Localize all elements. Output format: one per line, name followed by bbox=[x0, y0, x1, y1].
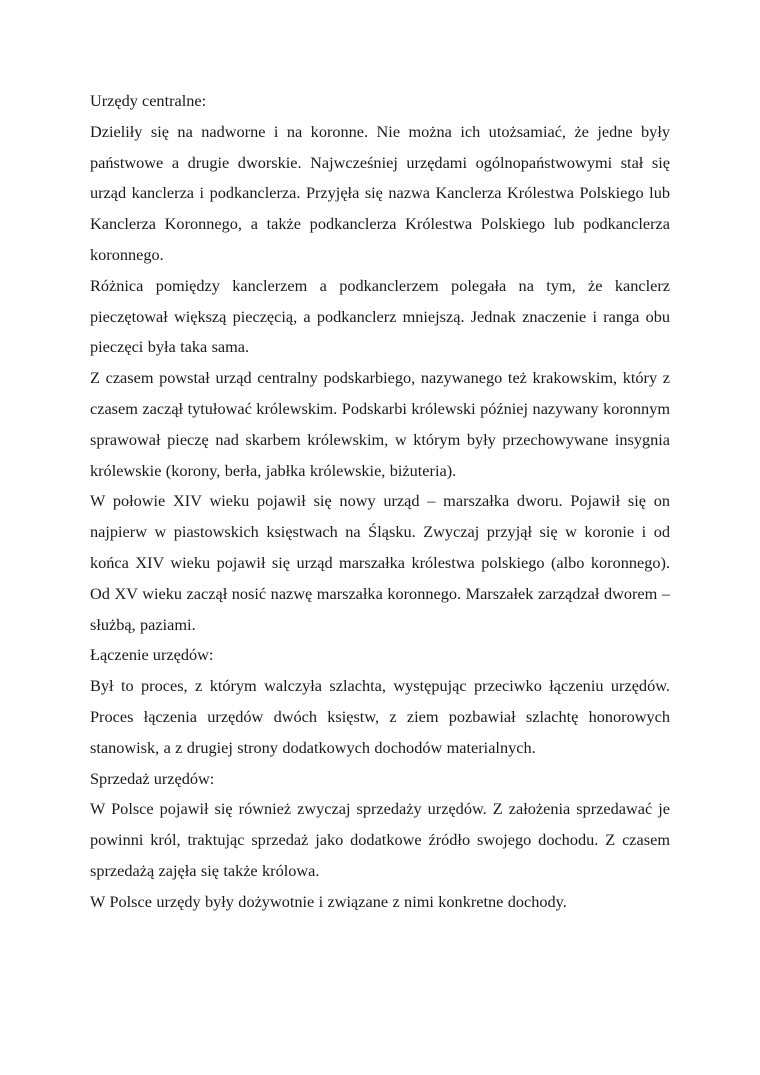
paragraph: Dzieliły się na nadworne i na koronne. Nie można ich utożsamiać, że jedne były państwowe a drugie dworskie. Najwcześniej urzędami ogólnopaństwowymi stał się urząd kanclerza i podkanclerza. Przyjęła się nazwa Kanclerza Królestwa Polskiego lub Kanclerza Koronnego, a także podkanclerza Królestwa Polskiego lub podkanclerza koronnego. bbox=[90, 121, 670, 264]
paragraph: W Polsce urzędy były dożywotnie i związane z nimi konkretne dochody. bbox=[90, 891, 567, 911]
section-heading-merging-offices: Łączenie urzędów: bbox=[90, 645, 214, 665]
paragraph: Różnica pomiędzy kanclerzem a podkanclerzem polegała na tym, że kanclerz pieczętował większą pieczęcią, a podkanclerz mniejszą. Jednak znaczenie i ranga obu pieczęci była taka sama. bbox=[90, 275, 670, 357]
paragraph: W połowie XIV wieku pojawił się nowy urząd – marszałka dworu. Pojawił się on najpierw w piastowskich księstwach na Śląsku. Zwyczaj przyjął się w koronie i od końca XIV wieku pojawił się urząd marszałka królestwa polskiego (albo koronnego). Od XV wieku zaczął nosić nazwę marszałka koronnego. Marszałek zarządzał dworem – służbą, paziami. bbox=[90, 491, 670, 634]
paragraph: W Polsce pojawił się również zwyczaj sprzedaży urzędów. Z założenia sprzedawać je powinni król, traktując sprzedaż jako dodatkowe źródło swojego dochodu. Z czasem sprzedażą zajęła się także królowa. bbox=[90, 799, 670, 880]
section-heading-central-offices: Urzędy centralne: bbox=[90, 91, 207, 110]
document-page bbox=[90, 86, 670, 918]
paragraph: Był to proces, z którym walczyła szlachta, występując przeciwko łączeniu urzędów. Proces łączenia urzędów dwóch księstw, z ziem pozbawiał szlachtę honorowych stanowisk, a z drugiej strony dodatkowych dochodów materialnych. bbox=[90, 676, 670, 757]
paragraph: Z czasem powstał urząd centralny podskarbiego, nazywanego też krakowskim, który z czasem zaczął tytułować królewskim. Podskarbi królewski później nazywany koronnym sprawował pieczę nad skarbem królewskim, w którym były przechowywane insygnia królewskie (korony, berła, jabłka królewskie, biżuteria). bbox=[90, 368, 670, 480]
section-heading-selling-offices: Sprzedaż urzędów: bbox=[90, 768, 215, 788]
